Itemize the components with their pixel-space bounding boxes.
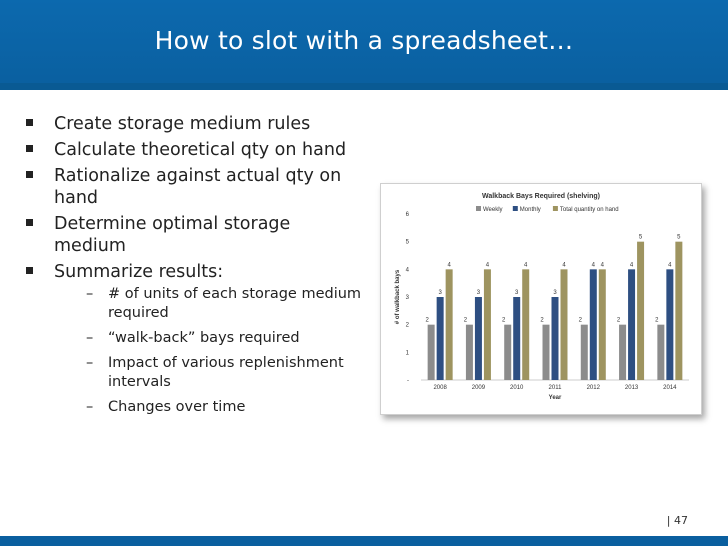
y-tick-label: 6 [405,212,409,218]
data-label: 4 [562,262,566,269]
data-label: 4 [668,262,672,269]
data-label: 3 [553,290,557,296]
bullet-item [22,165,362,209]
walkback-bays-chart [381,184,701,414]
sub-bullet-item [82,398,362,417]
bar-total-quantity-on-hand [446,269,453,380]
data-label: 4 [524,262,528,269]
sub-bullet-item [82,285,362,323]
sub-bullet-list [82,285,362,417]
x-tick-label: 2012 [586,385,600,391]
y-tick-label: - [407,378,409,384]
bullet-text: Determine optimal storage medium [54,214,291,256]
bar-total-quantity-on-hand [599,269,606,380]
bullet-text: Summarize results: [54,262,224,282]
data-label: 3 [515,290,519,296]
legend-label: Total quantity on hand [559,207,619,213]
x-tick-label: 2009 [471,385,486,391]
data-label: 4 [485,262,490,269]
bullet-item [22,261,362,417]
slide-title: How to slot with a spreadsheet… [154,26,574,55]
sub-bullet-text: Impact of various replenishment intervals [108,355,344,390]
x-tick-label: 2011 [548,385,562,391]
bar-monthly [628,269,635,380]
data-label: 5 [677,234,681,241]
bar-monthly [475,297,482,380]
bar-monthly [437,297,444,380]
bullet-square-icon [26,219,33,226]
legend-label: Monthly [519,207,541,213]
bar-weekly [581,325,588,380]
dash-icon: – [86,286,94,302]
data-label: 2 [463,317,468,324]
chart-frame [380,183,702,415]
bullet-square-icon [26,145,33,152]
chart-title: Walkback Bays Required (shelving) [482,193,600,200]
bar-weekly [466,325,473,380]
y-axis-title: # of walkback bays [395,269,401,325]
bullet-text: Calculate theoretical qty on hand [54,140,347,160]
bar-weekly [657,325,664,380]
data-label: 4 [447,262,451,269]
bar-total-quantity-on-hand [484,269,491,380]
bullet-square-icon [26,119,33,126]
page-number: | 47 [666,514,688,527]
sub-bullet-text: Changes over time [108,399,246,415]
y-tick-label: 4 [405,267,409,274]
bullet-list [22,113,362,423]
bar-monthly [590,269,597,380]
legend-swatch [513,206,518,211]
x-tick-label: 2013 [624,385,639,391]
y-tick-label: 1 [405,350,409,357]
bullet-item [22,139,362,161]
data-label: 2 [655,317,659,324]
dash-icon: – [86,330,94,346]
legend-swatch [476,206,481,211]
bullet-item [22,113,362,135]
data-label: 4 [629,262,634,269]
bar-total-quantity-on-hand [522,269,529,380]
x-tick-label: 2014 [663,385,677,391]
bullet-item [22,213,362,257]
sub-bullet-item [82,354,362,392]
data-label: 5 [638,234,643,241]
legend-swatch [553,206,558,211]
bar-total-quantity-on-hand [637,242,644,380]
bullet-text: Create storage medium rules [54,114,311,134]
data-label: 4 [591,262,595,269]
y-tick-label: 2 [405,322,409,329]
legend-label: Weekly [483,207,503,213]
sub-bullet-text: “walk-back” bays required [108,330,300,346]
data-label: 2 [502,317,506,324]
bullet-square-icon [26,171,33,178]
dash-icon: – [86,355,94,371]
sub-bullet-item [82,329,362,348]
y-tick-label: 5 [405,239,409,246]
data-label: 2 [540,317,544,324]
data-label: 4 [600,262,604,269]
bullet-square-icon [26,267,33,274]
data-label: 2 [616,317,621,324]
data-label: 2 [578,317,582,324]
data-label: 2 [425,317,429,324]
sub-bullet-text: # of units of each storage medium required [108,286,362,321]
x-tick-label: 2010 [510,385,524,391]
x-axis-title: Year [548,395,562,401]
bar-weekly [428,325,435,380]
bar-monthly [552,297,559,380]
footer-bar [0,536,728,546]
title-accent-line [0,83,728,90]
bar-weekly [543,325,550,380]
bar-weekly [504,325,511,380]
bar-monthly [513,297,520,380]
data-label: 3 [438,290,442,296]
bar-weekly [619,325,626,380]
bar-total-quantity-on-hand [675,242,682,380]
title-bar [0,0,728,90]
bar-monthly [666,269,673,380]
bar-total-quantity-on-hand [561,269,568,380]
x-tick-label: 2008 [433,385,447,391]
dash-icon: – [86,399,94,415]
y-tick-label: 3 [405,295,409,301]
data-label: 3 [476,290,481,296]
bullet-text: Rationalize against actual qty on hand [54,166,342,208]
